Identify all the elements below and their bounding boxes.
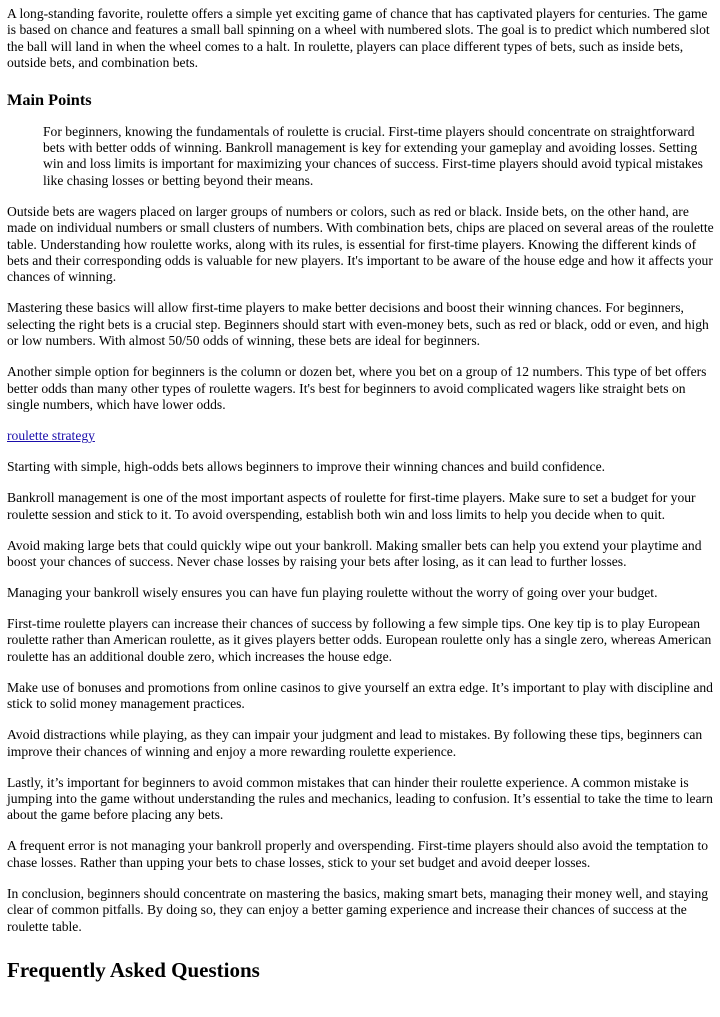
body-paragraph: Make use of bonuses and promotions from online casinos to give yourself an extra edge. It’s important to play with discipline and stick to solid money management practices. [7,679,713,712]
intro-paragraph: A long-standing favorite, roulette offers a simple yet exciting game of chance that has captivated players for centuries. The game is based on chance and features a small ball spinning on a wheel with numbered slots. The goal is to predict which numbered slot the ball will land in when the wheel comes to a halt. In roulette, players can place different types of bets, such as inside bets, outside bets, and combination bets. [7,6,710,71]
roulette-strategy-link[interactable]: roulette strategy [7,428,95,444]
body-paragraph: Lastly, it’s important for beginners to avoid common mistakes that can hinder their roulette experience. A common mistake is jumping into the game without understanding the rules and mechanics, leading to confusion. It’s essential to take the time to learn about the game before placing any bets. [7,774,713,823]
body-paragraph: Bankroll management is one of the most important aspects of roulette for first-time players. Make sure to set a budget for your roulette session and stick to it. To avoid overspending, establish both win and loss limits to help you decide when to quit. [7,490,696,522]
body-paragraph: First-time roulette players can increase their chances of success by following a few simple tips. One key tip is to play European roulette rather than American roulette, as it gives players better odds. European roulette only has a single zero, whereas American roulette has an additional double zero, which increases the house edge. [7,615,712,664]
main-points-text: For beginners, knowing the fundamentals of roulette is crucial. First-time players should concentrate on straightforward bets with better odds of winning. Bankroll management is key for extending your gameplay and avoiding losses. Setting win and loss limits is important for maximizing your chances of success. First-time players should avoid typical mistakes like chasing losses or betting beyond their means. [43,123,703,188]
body-paragraph: Outside bets are wagers placed on larger groups of numbers or colors, such as red or black. Inside bets, on the other hand, are made on individual numbers or small clusters of numbers. With combination bets, chips are placed on several areas of the roulette table. Understanding how roulette works, along with its rules, is essential for first-time players. Knowing the different kinds of bets and their corresponding odds is valuable for new players. It's important to be aware of the house edge and how it affects your chances of winning. [7,203,714,285]
body-paragraph: Managing your bankroll wisely ensures you can have fun playing roulette without the worry of going over your budget. [7,584,658,600]
link-paragraph [7,428,714,444]
faq-heading: Frequently Asked Questions [7,957,260,982]
body-paragraph: A frequent error is not managing your bankroll properly and overspending. First-time players should also avoid the temptation to chase losses. Rather than upping your bets to chase losses, stick to your set budget and avoid deeper losses. [7,838,709,870]
body-paragraph: Avoid distractions while playing, as they can impair your judgment and lead to mistakes. By following these tips, beginners can improve their chances of winning and enjoy a more rewarding roulette experience. [7,727,703,759]
main-points-heading: Main Points [7,89,92,109]
main-points-blockquote [43,124,714,190]
body-paragraph: Another simple option for beginners is the column or dozen bet, where you bet on a group of 12 numbers. This type of bet offers better odds than many other types of roulette wagers. It's best for beginners to avoid complicated wagers like straight bets on single numbers, which have lower odds. [7,364,707,413]
body-paragraph: Avoid making large bets that could quickly wipe out your bankroll. Making smaller bets can help you extend your playtime and boost your chances of success. Never chase losses by raising your bets after losing, as it can lead to further losses. [7,537,702,569]
body-paragraph: In conclusion, beginners should concentrate on mastering the basics, making smart bets, managing their money well, and staying clear of common pitfalls. By doing so, they can enjoy a better gaming experience and increase their chances of success at the roulette table. [7,885,709,934]
body-paragraph: Starting with simple, high-odds bets allows beginners to improve their winning chances and build confidence. [7,459,606,475]
body-paragraph: Mastering these basics will allow first-time players to make better decisions and boost their winning chances. For beginners, selecting the right bets is a crucial step. Beginners should start with even-money bets, such as red or black, odd or even, and high or low numbers. With almost 50/50 odds of winning, these bets are ideal for beginners. [7,300,709,349]
